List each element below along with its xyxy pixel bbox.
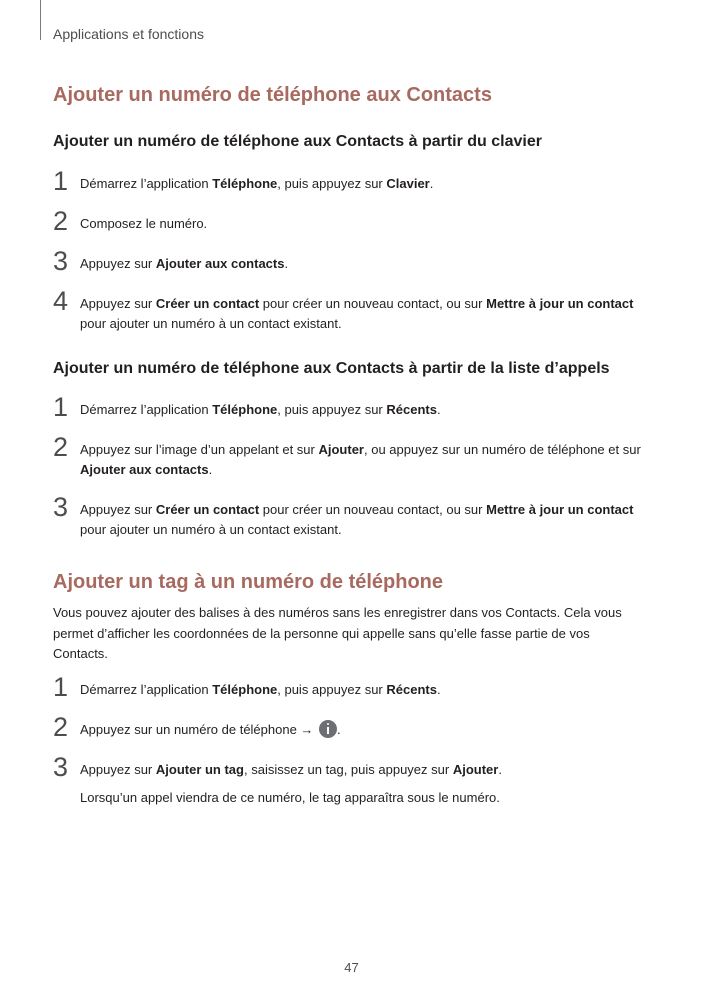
step [53, 672, 653, 702]
ui-term: Ajouter [318, 442, 364, 457]
step [53, 432, 653, 480]
ui-term: Créer un contact [155, 502, 260, 517]
step-text: Appuyez sur un numéro de téléphone → . [80, 722, 341, 737]
step-text: Composez le numéro. [80, 216, 208, 231]
info-icon [319, 720, 337, 738]
section-title-contacts: Ajouter un numéro de téléphone aux Contacts [53, 84, 492, 106]
step-number: 2 [53, 712, 69, 742]
step-number: 2 [53, 206, 69, 236]
margin-rule [40, 0, 41, 40]
ui-term: Récents [386, 402, 437, 417]
step-text: Démarrez l’application Téléphone, puis appuyez sur Récents. [80, 682, 441, 697]
step [53, 246, 653, 276]
step-number: 1 [53, 672, 69, 702]
step-number: 2 [53, 432, 69, 462]
step [53, 286, 653, 334]
section-title-tag: Ajouter un tag à un numéro de téléphone [53, 571, 444, 593]
step-text: Démarrez l’application Téléphone, puis appuyez sur Récents. [80, 402, 441, 417]
step-text: Démarrez l’application Téléphone, puis appuyez sur Clavier. [80, 176, 434, 191]
step-number: 3 [53, 492, 69, 522]
running-header: Applications et fonctions [53, 26, 204, 42]
step-text: Appuyez sur l’image d’un appelant et sur Ajouter, ou appuyez sur un numéro de téléphone et sur Ajouter aux contacts. [80, 442, 641, 477]
ui-term: Ajouter un tag [155, 762, 244, 777]
step-text: Appuyez sur Créer un contact pour créer un nouveau contact, ou sur Mettre à jour un contact pour ajouter un numéro à un contact existant. [80, 296, 634, 331]
ui-term: Ajouter aux contacts [155, 256, 285, 271]
subsection-title-keypad: Ajouter un numéro de téléphone aux Contacts à partir du clavier [53, 133, 542, 150]
step [53, 492, 653, 540]
step [53, 166, 653, 196]
step [53, 712, 653, 742]
step-number: 3 [53, 246, 69, 276]
page-number: 47 [344, 960, 359, 975]
ui-term: Téléphone [212, 176, 278, 191]
step-text: Appuyez sur Ajouter un tag, saisissez un tag, puis appuyez sur Ajouter. [80, 762, 502, 777]
ui-term: Créer un contact [155, 296, 260, 311]
intro-paragraph: Vous pouvez ajouter des balises à des numéros sans les enregistrer dans vos Contacts. Cela vous permet d’afficher les coordonnées de la personne qui appelle sans qu’elle fasse partie de vos Contacts. [53, 605, 622, 661]
step [53, 206, 653, 236]
ui-term: Téléphone [212, 682, 278, 697]
step [53, 752, 653, 782]
ui-term: Téléphone [212, 402, 278, 417]
step-text: Appuyez sur Ajouter aux contacts. [80, 256, 289, 271]
ui-term: Clavier [386, 176, 430, 191]
subsection-title-call-log: Ajouter un numéro de téléphone aux Contacts à partir de la liste d’appels [53, 360, 610, 377]
ui-term: Mettre à jour un contact [486, 502, 634, 517]
step-number: 3 [53, 752, 69, 782]
step-text: Appuyez sur Créer un contact pour créer un nouveau contact, ou sur Mettre à jour un contact pour ajouter un numéro à un contact existant. [80, 502, 634, 537]
step-number: 1 [53, 392, 69, 422]
step [53, 392, 653, 422]
step-number: 1 [53, 166, 69, 196]
ui-term: Ajouter [452, 762, 499, 777]
step-note: Lorsqu’un appel viendra de ce numéro, le tag apparaîtra sous le numéro. [80, 790, 500, 805]
step-number: 4 [53, 286, 69, 316]
ui-term: Mettre à jour un contact [486, 296, 634, 311]
ui-term: Récents [386, 682, 437, 697]
ui-term: Ajouter aux contacts [80, 462, 209, 477]
